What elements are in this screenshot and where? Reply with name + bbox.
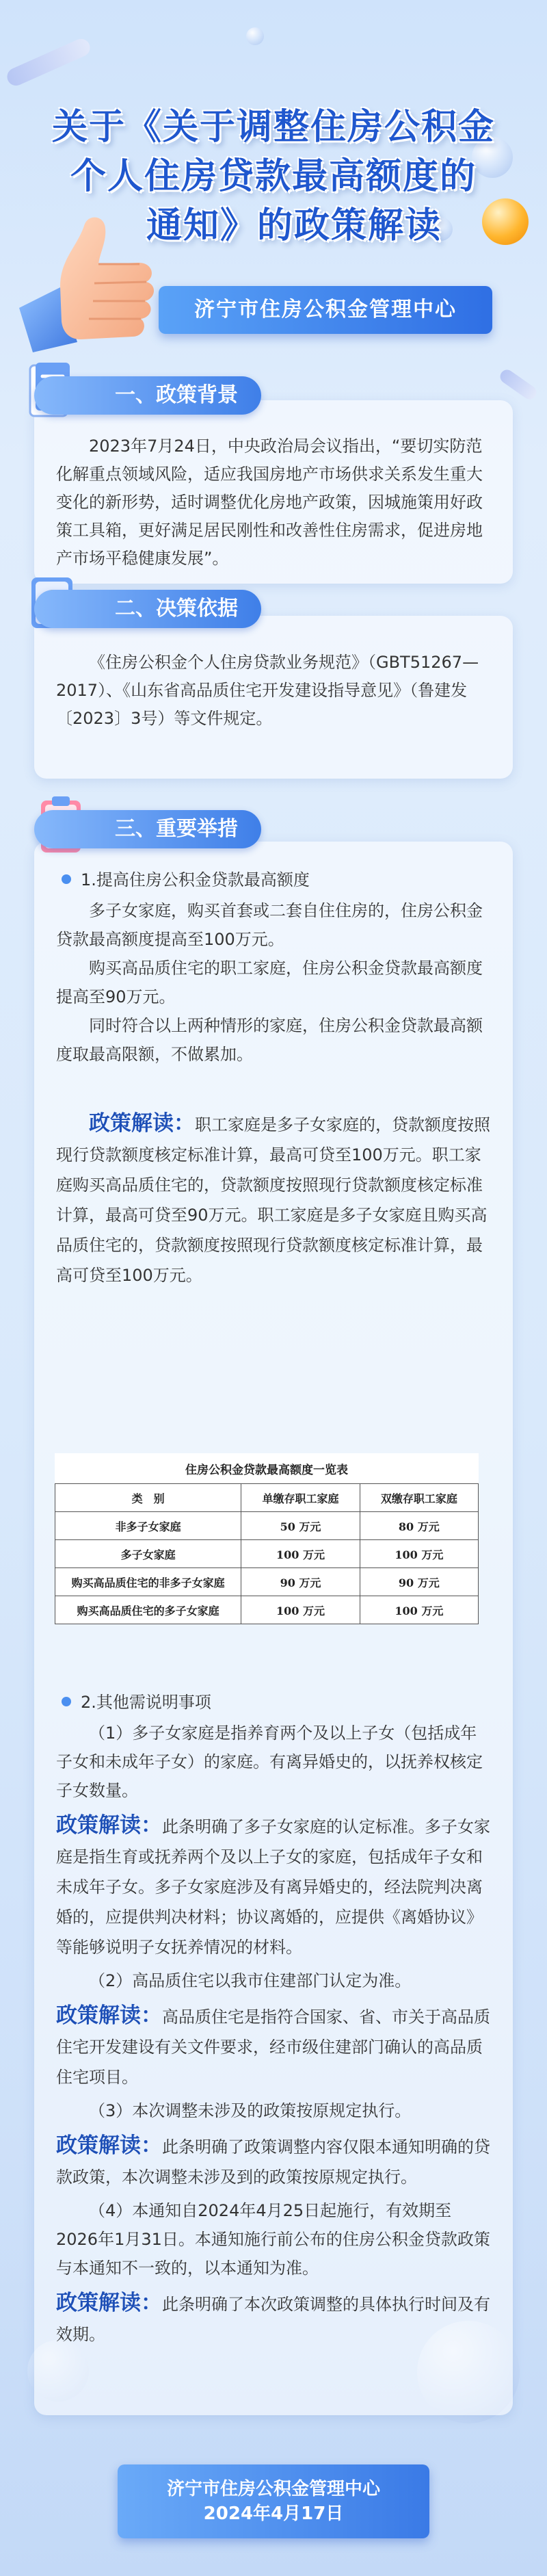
title-line-2: 个人住房贷款最高额度的 bbox=[70, 156, 477, 197]
interpretation-3: 政策解读：高品质住宅是指符合国家、省、市关于高品质住宅开发建设有关文件要求，经市级住建部门确认的高品质住宅项目。 bbox=[56, 2003, 490, 2087]
measure-item-1-title: 1.提高住房公积金贷款最高额度 bbox=[62, 866, 310, 894]
measure-item-2-content bbox=[56, 1719, 491, 2350]
bullet-dot-icon bbox=[62, 874, 71, 884]
quota-table bbox=[55, 1453, 479, 1624]
table-row: 多子女家庭 100 万元 100 万元 bbox=[55, 1540, 479, 1568]
table-row: 非多子女家庭 50 万元 80 万元 bbox=[55, 1512, 479, 1540]
title-line-3: 通知》的政策解读 bbox=[146, 205, 442, 246]
table-row: 购买高品质住宅的多子女家庭 100 万元 100 万元 bbox=[55, 1596, 479, 1624]
measure-item-2-title: 2.其他需说明事项 bbox=[62, 1689, 211, 1716]
decor-pill-right bbox=[498, 367, 539, 402]
bullet-dot-icon bbox=[62, 1697, 71, 1706]
section-heading-basis: 二、决策依据 bbox=[34, 590, 261, 628]
section-heading-measures: 三、重要举措 bbox=[34, 810, 261, 848]
section-heading-background: 一、政策背景 bbox=[34, 376, 261, 415]
issuer-banner: 济宁市住房公积金管理中心 bbox=[159, 286, 492, 334]
interpretation-2: 政策解读：此条明确了多子女家庭的认定标准。多子女家庭是指生育或抚养两个及以上子女的家庭，包括成年子女和未成年子女。多子女家庭涉及有离异婚史的，经法院判决离婚的，应提供判决材料；协议离婚的，应提供《离婚协议》等能够说明子女抚养情况的材料。 bbox=[56, 1813, 490, 1957]
item-2-point-1: （1）多子女家庭是指养育两个及以上子女（包括成年子女和未成年子女）的家庭。有离异婚史的，以抚养权核定子女数量。 bbox=[56, 1723, 483, 1800]
footer-banner bbox=[118, 2464, 429, 2538]
item-2-point-2: （2）高品质住宅以我市住建部门认定为准。 bbox=[89, 1971, 412, 1990]
footer-org: 济宁市住房公积金管理中心 bbox=[166, 2479, 380, 2499]
table-header-row: 类 别 单缴存职工家庭 双缴存职工家庭 bbox=[55, 1484, 479, 1512]
table-row: 购买高品质住宅的非多子女家庭 90 万元 90 万元 bbox=[55, 1568, 479, 1596]
measure-item-1-paragraphs: 多子女家庭，购买首套或二套自住住房的，住房公积金贷款最高额度提高至100万元。 购买高品质住宅的职工家庭，住房公积金贷款最高额度提高至90万元。 同时符合以上两种情形的家庭，住房公积金贷款最高额度取最高限额，不做累加。 bbox=[56, 901, 483, 1064]
interpretation-1: 政策解读：职工家庭是多子女家庭的，贷款额度按照现行贷款额度核定标准计算，最高可贷至100万元。职工家庭购买高品质住宅的，贷款额度按照现行贷款额度核定标准计算，最高可贷至90万元。职工家庭是多子女家庭且购买高品质住宅的，贷款额度按照现行贷款额度核定标准计算，最高可贷至100万元。 bbox=[56, 1111, 490, 1285]
interpretation-5: 政策解读：此条明确了本次政策调整的具体执行时间及有效期。 bbox=[56, 2291, 490, 2344]
background-body: 2023年7月24日，中央政治局会议指出，“要切实防范化解重点领域风险，适应我国房地产市场供求关系发生重大变化的新形势，适时调整优化房地产政策，因城施策用好政策工具箱，更好满足居民刚性和改善性住房需求，促进房地产市场平稳健康发展”。 bbox=[56, 437, 483, 568]
item-2-point-3: （3）本次调整未涉及的政策按原规定执行。 bbox=[89, 2101, 412, 2120]
interpretation-4: 政策解读：此条明确了政策调整内容仅限本通知明确的贷款政策，本次调整未涉及到的政策按原规定执行。 bbox=[56, 2133, 490, 2187]
title-line-1: 关于《关于调整住房公积金 bbox=[51, 107, 495, 148]
decor-bubble-top bbox=[246, 27, 264, 45]
table-title: 住房公积金贷款最高额度一览表 bbox=[55, 1453, 479, 1484]
thumbs-up-hand-icon bbox=[12, 205, 170, 356]
footer-date: 2024年4月17日 bbox=[203, 2503, 344, 2524]
basis-body: 《住房公积金个人住房贷款业务规范》（GBT51267—2017）、《山东省高品质住宅开发建设指导意见》（鲁建发〔2023〕3号）等文件规定。 bbox=[56, 653, 479, 728]
item-2-point-4: （4）本通知自2024年4月25日起施行，有效期至2026年1月31日。本通知施行前公布的住房公积金贷款政策与本通知不一致的，以本通知为准。 bbox=[56, 2201, 490, 2278]
decor-pill-top bbox=[4, 36, 92, 89]
interpretation-label: 政策解读： bbox=[89, 1111, 195, 1136]
